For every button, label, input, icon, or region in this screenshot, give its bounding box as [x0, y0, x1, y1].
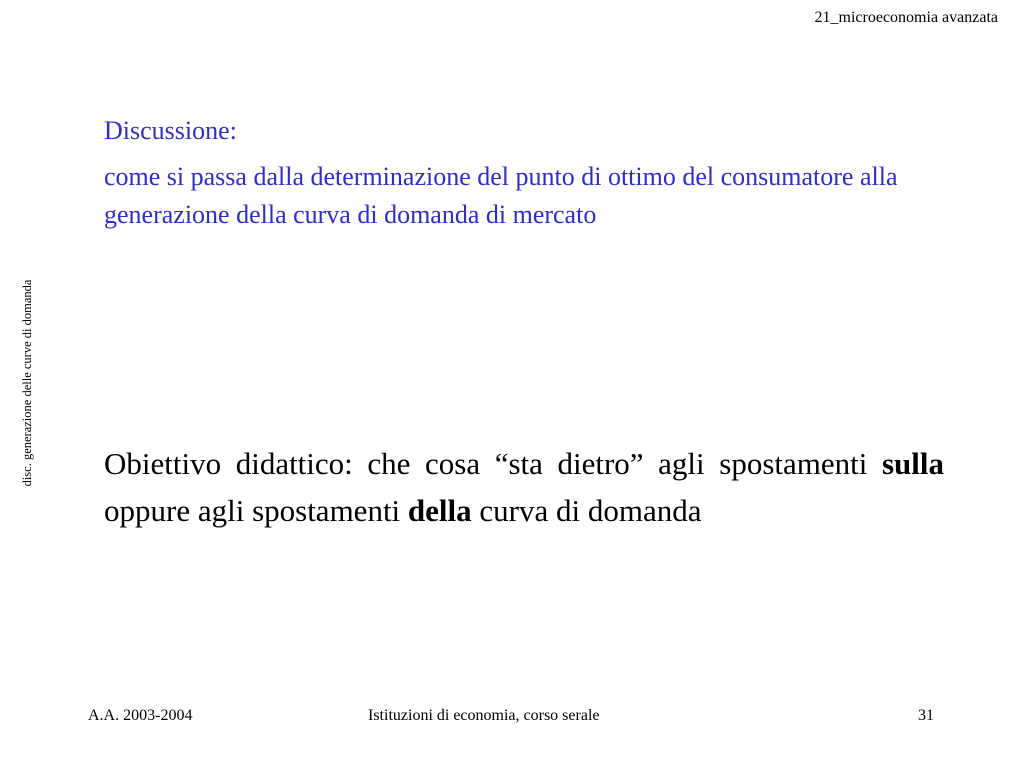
footer-course-name: Istituzioni di economia, corso serale: [368, 707, 600, 724]
discussion-section: [104, 114, 954, 234]
discussion-text: come si passa dalla determinazione del punto di ottimo del consumatore alla generazione della curva di domanda di mercato: [104, 162, 898, 229]
side-label: disc. generazione delle curve di domanda: [20, 279, 34, 487]
course-code-header: 21_microeconomia avanzata: [814, 9, 998, 26]
side-label-container: [9, 0, 45, 768]
objective-text-part2: oppure agli spostamenti: [104, 493, 408, 528]
objective-text-part1: Obiettivo didattico: che cosa “sta dietro” agli spostamenti: [104, 446, 882, 481]
objective-bold-della: della: [407, 493, 472, 528]
footer-academic-year: A.A. 2003-2004: [88, 707, 193, 724]
footer-page-number: 31: [918, 707, 934, 724]
objective-bold-sulla: sulla: [881, 446, 944, 481]
objective-paragraph: [104, 440, 944, 534]
discussion-title: Discussione:: [104, 116, 237, 145]
objective-text-part3: curva di domanda: [471, 493, 702, 528]
